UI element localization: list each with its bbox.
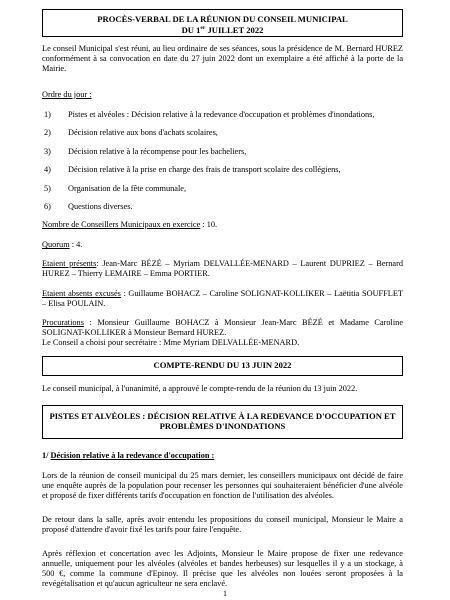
attendees-present: Etaient présents: Jean-Marc BÉZÉ – Myriam DELVALLÉE-MENARD – Laurent DUPRIEZ – Bernard HUREZ – Thierry LEMAIRE – Emma PORTIER. xyxy=(42,259,404,278)
minutes-title-box xyxy=(42,356,403,376)
attendees-excused: Etaient absents excusés : Guillaume BOHACZ – Caroline SOLIGNAT-KOLLIKER – Laëtitia SOUFFLET – Elisa POULAIN. xyxy=(42,289,403,308)
section1-title-line1: PISTES ET ALVÉOLES : DÉCISION RELATIVE À LA REDEVANCE D'OCCUPATION ET xyxy=(49,411,396,421)
document-title-line2: DU 1er JUILLET 2022 xyxy=(181,24,264,35)
agenda-heading: Ordre du jour : xyxy=(42,90,92,99)
document-page: PROCÈS-VERBAL DE LA RÉUNION DU CONSEIL MUNICIPAL DU 1er JUILLET 2022 Le conseil Municipal s'est réuni, au lieu ordinaire de ses séances, sous la présidence de M. Bernard HUREZ conformément à sa convocation en date du 27 juin 2022 dont un exemplaire a été affiché à la porte de la Mairie. Ordre du jour : 1) Pistes et alvéoles : Décision relative à la redevance d'occupation et problèmes d'inondations, 2) Décision relative aux bons d'achats scolaires, 3) Décision relative à la récompense pour les bacheliers, 4) Décision relative à la prise en charge des frais de transport scolaire des collégiens, 5) Organisation de la fête communale, 6) Questions diverses. Nombre de Conseillers Municipaux en exercice : 10. Quorum : 4. Etaient présents: Jean-Marc BÉZÉ – Myriam DELVALLÉE-MENARD – Laurent DUPRIEZ – Bernard HUREZ – Thierry LEMAIRE – Emma PORTIER. Etaient absents excusés : Guillaume BOHACZ – Caroline SOLIGNAT-KOLLIKER – Laëtitia SOUFFLET – Elisa POULAIN. Procurations : Monsieur Guillaume BOHACZ à Monsieur Jean-Marc BÉZÉ et Madame Caroline SOLIGNAT-KOLLIKER à Monsieur Bernard HUREZ. Le Conseil a choisi pour secrétaire : Mme Myriam DELVALLÉE-MENARD. COMPTE-RENDU DU 13 JUIN 2022 Le conseil municipal, à l'unanimité, a approuvé le compte-rendu de la réunion du 13 juin 2022. PISTES ET ALVÉOLES : DÉCISION RELATIVE À LA REDEVANCE D'OCCUPATION ET PROBLÈMES D'INONDATIONS 1/ Décision relative à la redevance d'occupation : Lors de la réunion de conseil municipal du 25 mars dernier, les conseillers municipaux ont décidé de faire une enquête auprès de la population pour recenser les personnes qui souhaiteraient bénéficier d'une alvéole et proposé de fixer différents tarifs d'occupation en fonction de l'utilisation des alvéoles. De retour dans la salle, après avoir entendu les propositions du conseil municipal, Monsieur le Maire a proposé d'attendre d'avoir fixé les tarifs pour faire l'enquête. Après réflexion et concertation avec les Adjoints, Monsieur le Maire propose de fixer une redevance annuelle, uniquement pour les alvéoles (alvéoles et bandes herbeuses) sur lesquelles il y a un stockage, à 500 €, comme la commune d'Epinoy. Il précise que les alvéoles non louées seront proposées à la revégétalisation et qu'aucun agriculteur ne sera enclavé. 1 xyxy=(0,0,450,600)
proxies: Procurations : Monsieur Guillaume BOHACZ à Monsieur Jean-Marc BÉZÉ et Madame Caroline SOLIGNAT-KOLLIKER à Monsieur Bernard HUREZ. xyxy=(42,318,403,337)
secretary: Le Conseil a choisi pour secrétaire : Mme Myriam DELVALLÉE-MENARD. xyxy=(42,338,300,347)
document-title-box xyxy=(42,9,403,37)
section1-paragraph-3: Après réflexion et concertation avec les Adjoints, Monsieur le Maire propose de fixer une redevance annuelle, uniquement pour les alvéoles (alvéoles et bandes herbeuses) sur lesquelles il y a un stockage, à 500 €, comme la commune d'Epinoy. Il précise que les alvéoles non louées seront proposées à la revégétalisation et qu'aucun agriculteur ne sera enclavé. xyxy=(42,549,403,588)
section1-title-box xyxy=(42,405,403,439)
section1-title-line2: PROBLÈMES D'INONDATIONS xyxy=(159,420,286,431)
section1-paragraph-1: Lors de la réunion de conseil municipal du 25 mars dernier, les conseillers municipaux ont décidé de faire une enquête auprès de la population pour recenser les personnes qui souhaiteraient bénéficier d'une alvéole et proposé de fixer différents tarifs d'occupation en fonction de l'utilisation des alvéoles. xyxy=(42,471,403,500)
document-title-line1: PROCÈS-VERBAL DE LA RÉUNION DU CONSEIL MUNICIPAL xyxy=(97,14,348,24)
subsection-heading: 1/ Décision relative à la redevance d'occupation : xyxy=(42,451,215,460)
minutes-approval: Le conseil municipal, à l'unanimité, a approuvé le compte-rendu de la réunion du 13 juin 2022. xyxy=(42,384,358,393)
minutes-title: COMPTE-RENDU DU 13 JUIN 2022 xyxy=(153,360,292,370)
page-number: 1 xyxy=(223,589,227,598)
section1-paragraph-2: De retour dans la salle, après avoir entendu les propositions du conseil municipal, Monsieur le Maire a proposé d'attendre d'avoir fixé les tarifs pour faire l'enquête. xyxy=(42,515,403,534)
councillors-in-office: Nombre de Conseillers Municipaux en exercice : 10. xyxy=(42,220,218,229)
intro-paragraph: Le conseil Municipal s'est réuni, au lieu ordinaire de ses séances, sous la présidence de M. Bernard HUREZ conformément à sa convocation en date du 27 juin 2022 dont un exemplaire a été affiché à la porte de la Mairie. xyxy=(42,44,403,73)
quorum: Quorum : 4. xyxy=(42,240,83,249)
